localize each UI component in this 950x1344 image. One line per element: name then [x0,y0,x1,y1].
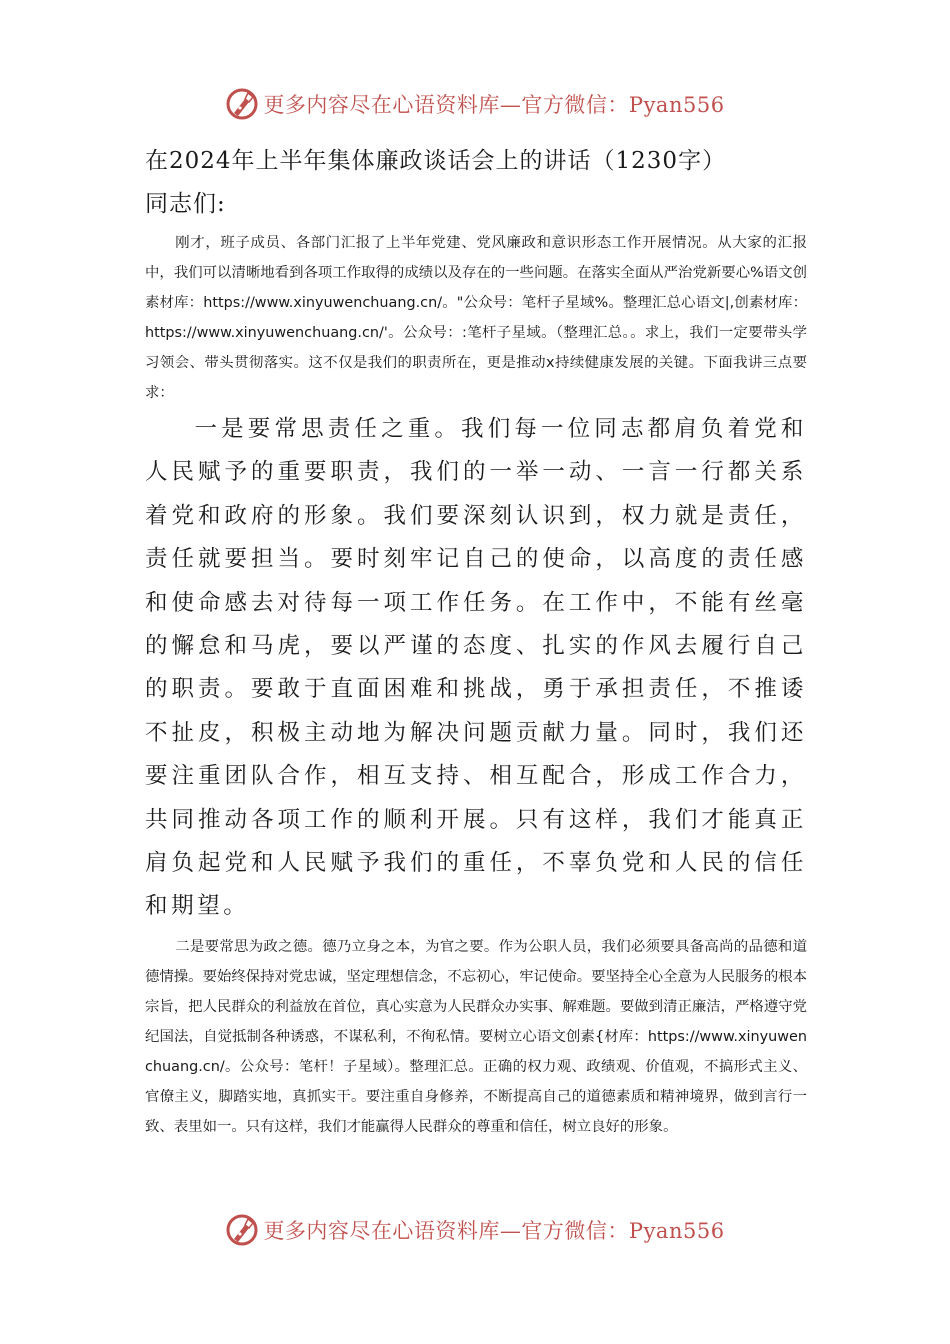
pen-nib-logo-icon [225,1213,259,1247]
paragraph-virtue: 二是要常思为政之德。德乃立身之本，为官之要。作为公职人员，我们必须要具备高尚的品德和道德情操。要始终保持对党忠诚，坚定理想信念，不忘初心，牢记使命。要坚持全心全意为人民服务的根本宗旨，把人民群众的利益放在首位，真心实意为人民群众办实事、解难题。要做到清正廉洁，严格遵守党纪国法，自觉抵制各种诱惑，不谋私利，不徇私情。要树立心语文创素{材库：https://www.xinyuwenchuang.cn/。公众号：笔杆！子星域）。整理汇总。正确的权力观、政绩观、价值观，不搞形式主义、官僚主义，脚踏实地，真抓实干。要注重自身修养，不断提高自己的道德素质和精神境界，做到言行一致、表里如一。只有这样，我们才能赢得人民群众的尊重和信任，树立良好的形象。 [145,939,807,1135]
header-banner-text: 更多内容尽在心语资料库—官方微信：Pyan556 [263,93,725,117]
salutation: 同志们: [145,191,226,217]
paragraph-intro: 刚才，班子成员、各部门汇报了上半年党建、党风廉政和意识形态工作开展情况。从大家的汇报中，我们可以清晰地看到各项工作取得的成绩以及存在的一些问题。在落实全面从严治党新要心%语文创素材库：https://www.xinyuwenchuang.cn/。"公众号：笔杆子星域%。整理汇总心语文|,创素材库：https://www.xinyuwenchuang.cn/'。公众号：:笔杆子星域。（整理汇总。。求上，我们一定要带头学习领会、带头贯彻落实。这不仅是我们的职责所在，更是推动x持续健康发展的关键。下面我讲三点要求： [145,235,807,401]
pen-nib-logo-icon [225,87,259,121]
header-banner [0,84,950,124]
footer-banner-text: 更多内容尽在心语资料库—官方微信：Pyan556 [263,1219,725,1243]
document-title: 在2024年上半年集体廉政谈话会上的讲话（1230字） [145,148,727,174]
footer-banner [0,1210,950,1250]
paragraph-responsibility: 一是要常思责任之重。我们每一位同志都肩负着党和人民赋予的重要职责，我们的一举一动、一言一行都关系着党和政府的形象。我们要深刻认识到，权力就是责任，责任就要担当。要时刻牢记自己的使命，以高度的责任感和使命感去对待每一项工作任务。在工作中，不能有丝毫的懈怠和马虎，要以严谨的态度、扎实的作风去履行自己的职责。要敢于直面困难和挑战，勇于承担责任，不推诿不扯皮，积极主动地为解决问题贡献力量。同时，我们还要注重团队合作，相互支持、相互配合，形成工作合力，共同推动各项工作的顺利开展。只有这样，我们才能真正肩负起党和人民赋予我们的重任，不辜负党和人民的信任和期望。 [145,416,807,920]
